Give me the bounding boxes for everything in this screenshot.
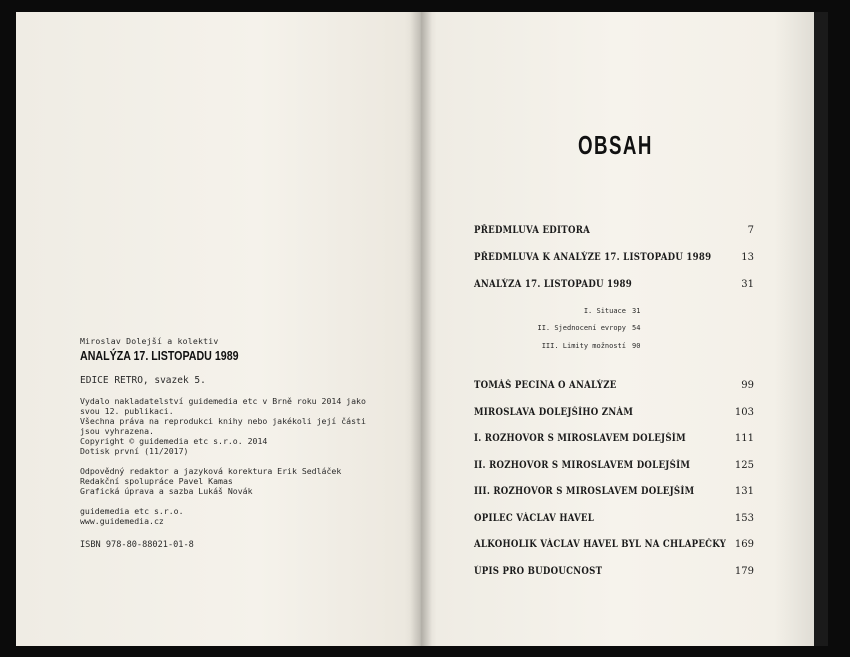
publisher-url: www.guidemedia.cz	[80, 516, 164, 526]
toc-entry-title: I. ROZHOVOR S MIROSLAVEM DOLEJŠÍM	[474, 433, 686, 444]
publication-line: svou 12. publikaci.	[80, 406, 174, 416]
publication-line: Všechna práva na reprodukci knihy nebo jakékoli její části	[80, 416, 366, 426]
toc-entry-page: 125	[734, 460, 754, 471]
toc-entry	[474, 566, 754, 582]
toc-entry	[474, 225, 754, 241]
toc-entry	[474, 513, 754, 529]
toc-entry-title: ALKOHOLIK VÁCLAV HAVEL BYL NA CHLAPEČKY	[474, 539, 727, 550]
toc-entry-title: ANALÝZA 17. LISTOPADU 1989	[474, 279, 633, 290]
toc-entry-title: III. ROZHOVOR S MIROSLAVEM DOLEJŠÍM	[474, 486, 695, 497]
toc-entry	[474, 539, 754, 555]
toc-entry	[474, 380, 754, 396]
toc-entry	[474, 407, 754, 423]
toc-entry-page: 13	[741, 252, 754, 263]
page-edge-shadow	[814, 12, 828, 646]
toc-entry-page: 31	[741, 279, 754, 290]
toc-entry-title: PŘEDMLUVA EDITORA	[474, 225, 591, 236]
toc-entry-page: 169	[734, 539, 754, 550]
toc-entry-title: MIROSLAVA DOLEJŠÍHO ZNÁM	[474, 407, 634, 418]
publication-line: Vydalo nakladatelství guidemedia etc v Brně roku 2014 jako	[80, 396, 366, 406]
toc-subentry-page: 31	[632, 307, 641, 315]
toc-subentry	[474, 324, 754, 336]
toc-entry	[474, 279, 754, 295]
publisher-line: guidemedia etc s.r.o.	[80, 506, 184, 516]
book-title: ANALÝZA 17. LISTOPADU 1989	[80, 348, 239, 363]
toc-entry	[474, 460, 754, 476]
toc-entry	[474, 252, 754, 268]
toc-entry-title: II. ROZHOVOR S MIROSLAVEM DOLEJŠÍM	[474, 460, 691, 471]
credits-line: Redakční spolupráce Pavel Kamas	[80, 476, 233, 486]
toc-entry	[474, 433, 754, 449]
credits-info	[80, 466, 380, 496]
publication-info	[80, 396, 380, 456]
toc-entry-page: 153	[734, 513, 754, 524]
toc-subentry	[474, 342, 754, 354]
credits-line: Odpovědný redaktor a jazyková korektura Erik Sedláček	[80, 466, 342, 476]
author-line: Miroslav Dolejší a kolektiv	[80, 336, 219, 346]
publisher-info	[80, 506, 380, 526]
toc-entry-title: PŘEDMLUVA K ANALÝZE 17. LISTOPADU 1989	[474, 252, 712, 263]
toc-subentry-page: 54	[632, 324, 641, 332]
toc-entry-title: OPILEC VÁCLAV HAVEL	[474, 513, 595, 524]
toc-entry-page: 7	[747, 225, 754, 236]
publication-line: jsou vyhrazena.	[80, 426, 154, 436]
toc-entry-title: TOMÁŠ PECINA O ANALÝZE	[474, 380, 617, 391]
toc-subentry-title: I. Situace	[583, 307, 626, 315]
toc-entry-page: 99	[741, 380, 754, 391]
toc-subentry-title: III. Limity možností	[541, 342, 626, 350]
toc-subentry	[474, 307, 754, 319]
toc-subentry-title: II. Sjednocení evropy	[537, 324, 626, 332]
toc-entry-title: ÚPIS PRO BUDOUCNOST	[474, 566, 603, 577]
publication-line: Copyright © guidemedia etc s.r.o. 2014	[80, 436, 268, 446]
toc-entry-page: 103	[734, 407, 754, 418]
toc-entry-page: 131	[734, 486, 754, 497]
edition-line: EDICE RETRO, svazek 5.	[80, 375, 206, 386]
toc-subentry-page: 90	[632, 342, 641, 350]
isbn-line: ISBN 978-80-88021-01-8	[80, 540, 194, 550]
toc-heading: OBSAH	[578, 130, 653, 160]
left-page	[16, 12, 421, 646]
imprint-block	[80, 336, 380, 550]
credits-line: Grafická úprava a sazba Lukáš Novák	[80, 486, 253, 496]
toc-entry	[474, 486, 754, 502]
toc-entry-page: 111	[734, 433, 754, 444]
book-gutter	[410, 12, 432, 646]
publication-line: Dotisk první (11/2017)	[80, 446, 189, 456]
toc-entry-page: 179	[734, 566, 754, 577]
